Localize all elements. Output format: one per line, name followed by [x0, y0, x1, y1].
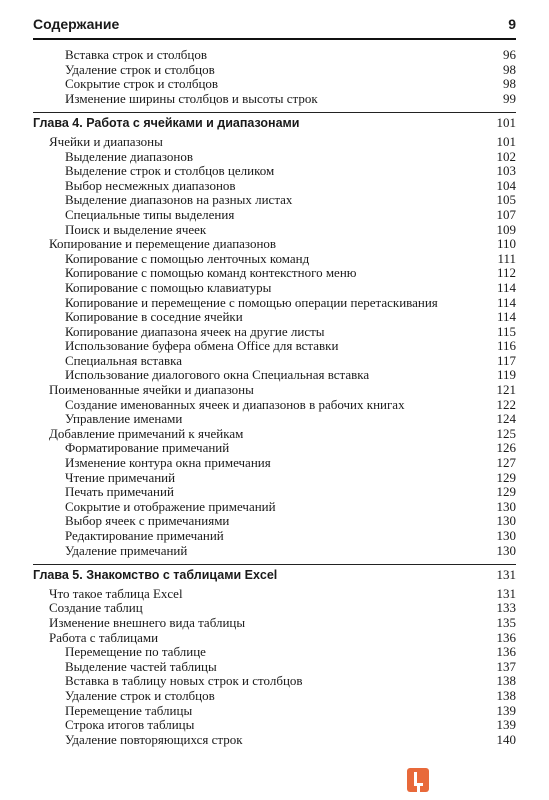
toc-entry — [33, 135, 516, 150]
toc-entry-title: Копирование и перемещение диапазонов — [49, 236, 277, 252]
toc-entry-page: 116 — [496, 338, 516, 354]
toc-entry — [33, 718, 516, 733]
toc-entry-page: 102 — [496, 148, 516, 164]
publisher-logo-icon — [407, 768, 429, 792]
toc-entry-title: Перемещение по таблице — [65, 644, 206, 660]
toc-entry-title: Удаление строк и столбцов — [65, 61, 215, 77]
toc-entry-title: Копирование с помощью команд контекстного меню — [65, 265, 357, 281]
toc-entry — [33, 325, 516, 340]
toc-entry-title: Управление именами — [65, 411, 183, 427]
toc-entry-title: Выделение диапазонов — [65, 148, 194, 164]
toc-entry — [33, 77, 516, 92]
toc-entry-page: 125 — [496, 425, 516, 441]
toc-entry-title: Создание именованных ячеек и диапазонов в рабочих книгах — [65, 396, 405, 412]
section-divider — [33, 112, 516, 113]
toc-entry-title: Форматирование примечаний — [65, 440, 230, 456]
toc-entry-page: 140 — [496, 731, 516, 747]
toc-entry — [33, 179, 516, 194]
toc-entry — [33, 616, 516, 631]
toc-entry — [33, 544, 516, 559]
toc-entry-title: Печать примечаний — [65, 484, 174, 500]
toc-entry — [33, 208, 516, 223]
toc-entry — [33, 456, 516, 471]
toc-entry-page: 139 — [496, 702, 516, 718]
toc-entry-page: 98 — [503, 61, 516, 77]
toc-entry-title: Копирование с помощью ленточных команд — [65, 250, 310, 266]
toc-entry-title: Удаление повторяющихся строк — [65, 731, 243, 747]
toc-entry-title: Копирование и перемещение с помощью операции перетаскивания — [65, 294, 438, 310]
toc-entry-page: 131 — [496, 585, 516, 601]
toc-entry — [33, 514, 516, 529]
toc-entry — [33, 660, 516, 675]
toc-entry-page: 130 — [496, 498, 516, 514]
toc-entry — [33, 689, 516, 704]
toc-entry-page: 136 — [496, 629, 516, 645]
toc-entry — [33, 441, 516, 456]
toc-entry-title: Выбор ячеек с примечаниями — [65, 513, 230, 529]
toc-entry-page: 135 — [496, 614, 516, 630]
page-title: Содержание — [33, 16, 120, 32]
toc-entry-page: 101 — [496, 133, 516, 149]
toc-entry-page: 139 — [496, 717, 516, 733]
toc-entry-title: Поименованные ячейки и диапазоны — [49, 382, 254, 398]
toc-entry-title: Что такое таблица Excel — [49, 585, 183, 601]
toc-entry-page: 101 — [496, 115, 516, 131]
toc-entry-page: 112 — [496, 265, 516, 281]
toc-entry — [33, 485, 516, 500]
toc-entry — [33, 645, 516, 660]
toc-entry — [33, 164, 516, 179]
toc-entry-page: 96 — [503, 47, 516, 62]
toc-entry-page: 122 — [496, 396, 516, 412]
toc-entry — [33, 587, 516, 602]
toc-entry-page: 121 — [496, 382, 516, 398]
toc-entry-page: 107 — [496, 206, 516, 222]
toc-entry — [33, 354, 516, 369]
toc-entry-title: Выделение диапазонов на разных листах — [65, 192, 293, 208]
toc-chapter — [33, 568, 516, 583]
toc-entry — [33, 529, 516, 544]
toc-entry — [33, 252, 516, 267]
toc-entry — [33, 398, 516, 413]
toc-entry-page: 138 — [496, 673, 516, 689]
toc-entry — [33, 674, 516, 689]
toc-entry-page: 138 — [496, 687, 516, 703]
toc-entry — [33, 733, 516, 748]
toc-entry-page: 114 — [496, 279, 516, 295]
toc-entry-page: 111 — [497, 250, 516, 266]
toc-entry-page: 104 — [496, 177, 516, 193]
toc-entry-page: 129 — [496, 484, 516, 500]
toc-entry — [33, 631, 516, 646]
toc-entry-page: 109 — [496, 221, 516, 237]
toc-entry-page: 133 — [496, 600, 516, 616]
page-header — [33, 14, 516, 40]
toc-entry-title: Копирование диапазона ячеек на другие листы — [65, 323, 325, 339]
section-divider — [33, 564, 516, 565]
toc-entry-page: 136 — [496, 644, 516, 660]
toc-entry-title: Создание таблиц — [49, 600, 143, 616]
toc-entry-page: 114 — [496, 294, 516, 310]
toc-entry-title: Удаление примечаний — [65, 542, 188, 558]
toc-entry — [33, 92, 516, 107]
toc-entry-title: Копирование в соседние ячейки — [65, 309, 243, 325]
toc-entry — [33, 150, 516, 165]
toc-entry-page: 115 — [496, 323, 516, 339]
toc-entry-title: Перемещение таблицы — [65, 702, 193, 718]
toc-entry-title: Специальная вставка — [65, 352, 183, 368]
toc-entry-title: Выделение частей таблицы — [65, 658, 217, 674]
toc-entry — [33, 427, 516, 442]
toc-entry-page: 124 — [496, 411, 516, 427]
toc-entry-page: 114 — [496, 309, 516, 325]
toc-entry-page: 103 — [496, 163, 516, 179]
toc-entry-page: 130 — [496, 513, 516, 529]
toc-entry — [33, 237, 516, 252]
toc-entry — [33, 281, 516, 296]
toc-entry-title: Специальные типы выделения — [65, 206, 235, 222]
toc-entry-title: Строка итогов таблицы — [65, 717, 195, 733]
toc-entry-page: 117 — [496, 352, 516, 368]
table-of-contents — [33, 48, 516, 747]
toc-entry-page: 105 — [496, 192, 516, 208]
toc-entry-title: Использование буфера обмена Office для вставки — [65, 338, 339, 354]
toc-entry — [33, 500, 516, 515]
toc-entry — [33, 223, 516, 238]
toc-entry — [33, 368, 516, 383]
toc-entry-page: 130 — [496, 528, 516, 543]
toc-entry-page: 129 — [496, 469, 516, 485]
toc-entry-page: 130 — [496, 542, 516, 558]
toc-chapter — [33, 116, 516, 131]
toc-entry — [33, 471, 516, 486]
toc-entry — [33, 266, 516, 281]
toc-entry-title: Сокрытие и отображение примечаний — [65, 498, 276, 514]
toc-entry-title: Редактирование примечаний — [65, 528, 224, 543]
toc-entry-title: Глава 4. Работа с ячейками и диапазонами — [33, 116, 300, 131]
toc-entry — [33, 310, 516, 325]
toc-entry-title: Вставка в таблицу новых строк и столбцов — [65, 673, 303, 689]
toc-entry-title: Выделение строк и столбцов целиком — [65, 163, 275, 179]
toc-entry — [33, 296, 516, 311]
toc-entry-page: 98 — [503, 76, 516, 92]
toc-entry-title: Копирование с помощью клавиатуры — [65, 279, 272, 295]
toc-entry — [33, 339, 516, 354]
toc-entry-page: 127 — [496, 455, 516, 471]
toc-entry — [33, 704, 516, 719]
toc-entry-title: Поиск и выделение ячеек — [65, 221, 207, 237]
toc-entry-title: Чтение примечаний — [65, 469, 176, 485]
toc-entry — [33, 383, 516, 398]
toc-entry-title: Изменение ширины столбцов и высоты строк — [65, 90, 318, 106]
toc-entry-title: Изменение внешнего вида таблицы — [49, 614, 246, 630]
toc-entry — [33, 412, 516, 427]
toc-entry-title: Работа с таблицами — [49, 629, 159, 645]
toc-entry-page: 110 — [496, 236, 516, 252]
toc-entry-title: Выбор несмежных диапазонов — [65, 177, 236, 193]
toc-entry-title: Глава 5. Знакомство с таблицами Excel — [33, 568, 278, 583]
toc-entry-page: 99 — [503, 90, 516, 106]
toc-entry-title: Ячейки и диапазоны — [49, 133, 163, 149]
toc-entry — [33, 601, 516, 616]
toc-entry — [33, 48, 516, 63]
page-number: 9 — [508, 16, 516, 32]
toc-entry-title: Изменение контура окна примечания — [65, 455, 271, 471]
toc-entry — [33, 63, 516, 78]
toc-entry-title: Удаление строк и столбцов — [65, 687, 215, 703]
toc-entry-page: 119 — [496, 367, 516, 383]
toc-entry-title: Сокрытие строк и столбцов — [65, 76, 219, 92]
toc-entry-title: Вставка строк и столбцов — [65, 47, 208, 62]
toc-entry-title: Добавление примечаний к ячейкам — [49, 425, 244, 441]
toc-entry — [33, 193, 516, 208]
toc-entry-title: Использование диалогового окна Специальная вставка — [65, 367, 370, 383]
toc-entry-page: 137 — [496, 658, 516, 674]
toc-entry-page: 126 — [496, 440, 516, 456]
toc-entry-page: 131 — [496, 567, 516, 583]
